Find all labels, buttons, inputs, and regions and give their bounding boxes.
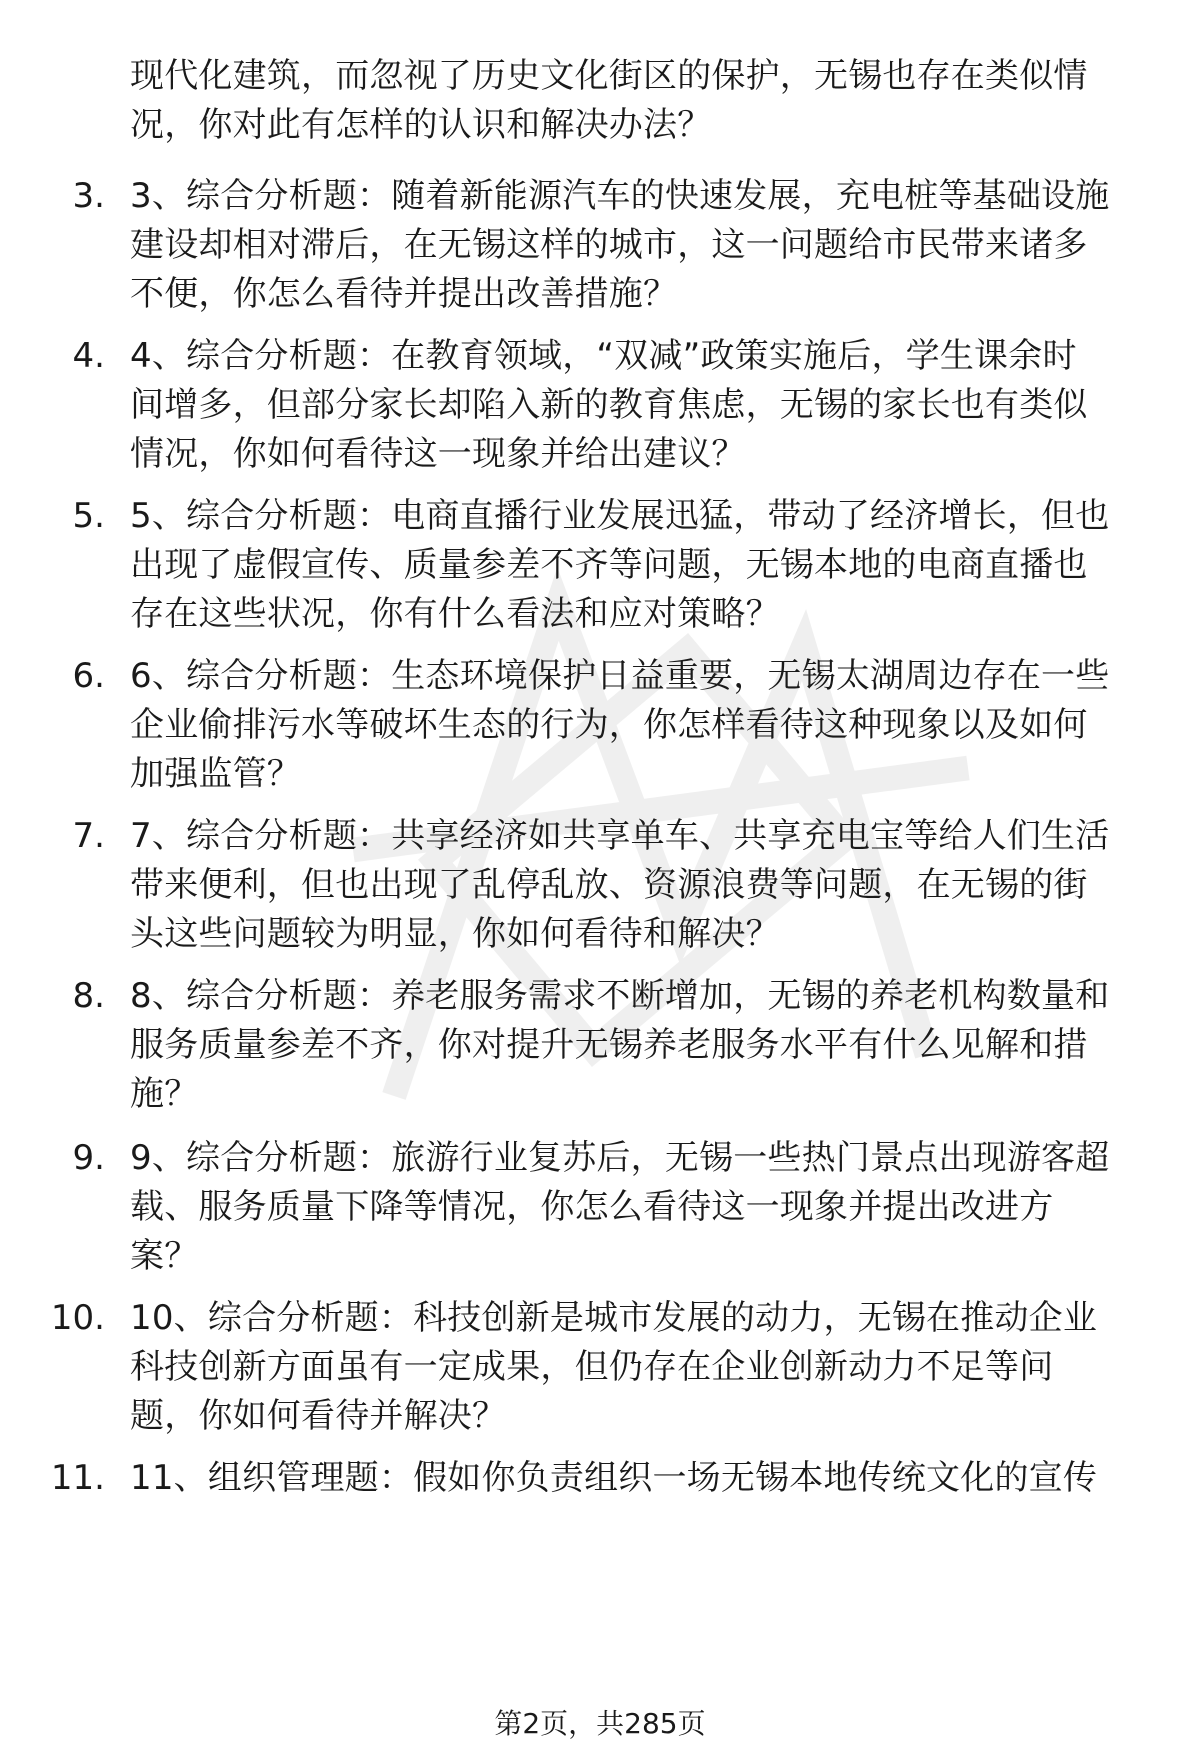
question-text-line: 存在这些状况，你有什么看法和应对策略？ xyxy=(130,594,780,634)
question-text-line: 5、综合分析题：电商直播行业发展迅猛，带动了经济增长，但也 xyxy=(130,496,1110,536)
question-text xyxy=(130,1294,1170,1441)
question-text-line: 出现了虚假宣传、质量参差不齐等问题，无锡本地的电商直播也 xyxy=(130,545,1088,585)
question-number: 8. xyxy=(72,976,105,1016)
question-text-line: 带来便利，但也出现了乱停乱放、资源浪费等问题，在无锡的街 xyxy=(130,865,1088,905)
question-text-line: 案？ xyxy=(130,1236,199,1276)
question-text-line: 头这些问题较为明显，你如何看待和解决？ xyxy=(130,914,780,954)
question-text xyxy=(130,172,1170,319)
question-text-line: 现代化建筑，而忽视了历史文化街区的保护，无锡也存在类似情 xyxy=(130,56,1088,96)
question-number: 4. xyxy=(72,336,105,376)
question-text-line: 间增多，但部分家长却陷入新的教育焦虑，无锡的家长也有类似 xyxy=(130,385,1088,425)
question-text-line: 载、服务质量下降等情况，你怎么看待这一现象并提出改进方 xyxy=(130,1187,1054,1227)
question-text-line: 10、综合分析题：科技创新是城市发展的动力，无锡在推动企业 xyxy=(130,1298,1098,1338)
page-number-label: 第2页，共285页 xyxy=(494,1707,706,1740)
question-text-line: 况，你对此有怎样的认识和解决办法？ xyxy=(130,105,712,145)
question-text-line: 8、综合分析题：养老服务需求不断增加，无锡的养老机构数量和 xyxy=(130,976,1110,1016)
question-number: 11. xyxy=(50,1458,105,1498)
question-text-line: 不便，你怎么看待并提出改善措施？ xyxy=(130,274,678,314)
question-text-line: 科技创新方面虽有一定成果，但仍存在企业创新动力不足等问 xyxy=(130,1347,1054,1387)
question-text-line: 9、综合分析题：旅游行业复苏后，无锡一些热门景点出现游客超 xyxy=(130,1138,1110,1178)
question-text xyxy=(130,652,1170,799)
question-text-line: 施？ xyxy=(130,1074,199,1114)
question-text-line: 4、综合分析题：在教育领域，“双减”政策实施后，学生课余时 xyxy=(130,336,1077,376)
question-text-line: 服务质量参差不齐，你对提升无锡养老服务水平有什么见解和措 xyxy=(130,1025,1088,1065)
question-text xyxy=(130,332,1170,479)
question-text-line: 题，你如何看待并解决？ xyxy=(130,1396,507,1436)
question-text-line: 3、综合分析题：随着新能源汽车的快速发展，充电桩等基础设施 xyxy=(130,176,1110,216)
question-text-line: 11、组织管理题：假如你负责组织一场无锡本地传统文化的宣传 xyxy=(130,1458,1098,1498)
question-text xyxy=(130,52,1170,150)
question-text xyxy=(130,492,1170,639)
question-text xyxy=(130,1134,1170,1281)
question-number: 5. xyxy=(72,496,105,536)
question-text xyxy=(130,812,1170,959)
question-number: 9. xyxy=(72,1138,105,1178)
question-text-line: 建设却相对滞后，在无锡这样的城市，这一问题给市民带来诸多 xyxy=(130,225,1088,265)
question-text-line: 企业偷排污水等破坏生态的行为，你怎样看待这种现象以及如何 xyxy=(130,705,1088,745)
question-text xyxy=(130,972,1170,1119)
question-text-line: 情况，你如何看待这一现象并给出建议？ xyxy=(130,434,746,474)
question-text-line: 7、综合分析题：共享经济如共享单车、共享充电宝等给人们生活 xyxy=(130,816,1110,856)
page-footer xyxy=(0,1706,1200,1742)
question-number: 6. xyxy=(72,656,105,696)
question-number: 3. xyxy=(72,176,105,216)
question-number: 7. xyxy=(72,816,105,856)
question-text-line: 6、综合分析题：生态环境保护日益重要，无锡太湖周边存在一些 xyxy=(130,656,1110,696)
question-text-line: 加强监管？ xyxy=(130,754,301,794)
question-text xyxy=(130,1454,1170,1503)
question-number: 10. xyxy=(50,1298,105,1338)
